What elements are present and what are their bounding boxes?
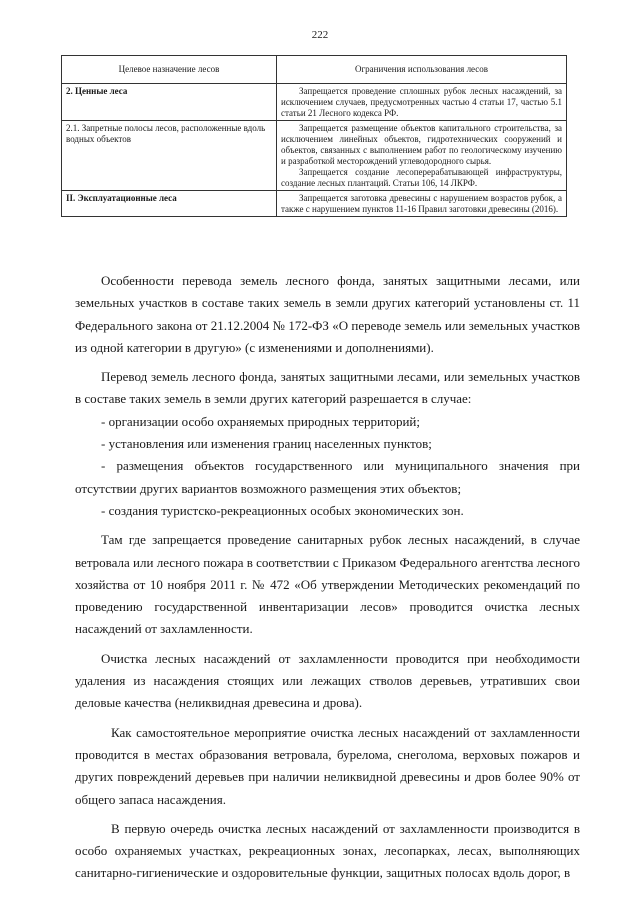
table-row <box>62 121 567 191</box>
paragraph: Очистка лесных насаждений от захламленности проводится при необходимости удаления из насаждения стоящих или лежащих стволов деревьев, утративших свои деловые качества (неликвидная древесина и дрова). <box>75 650 580 711</box>
column-header-restrictions: Ограничения использования лесов <box>277 56 567 84</box>
restriction-cell <box>277 121 567 191</box>
document-body <box>75 270 580 885</box>
table-row <box>62 84 567 121</box>
paragraph: Особенности перевода земель лесного фонда, занятых защитными лесами, или земельных участков в составе таких земель в земли других категорий установлены ст. 11 Федерального закона от 21.12.2004 № 172-ФЗ «О переводе земель или земельных участков из одной категории в другую» (с изменениями и дополнениями). <box>75 273 580 355</box>
column-header-purpose: Целевое назначение лесов <box>62 56 277 84</box>
list-item: - создания туристско-рекреационных особых экономических зон. <box>101 502 464 518</box>
paragraph: В первую очередь очистка лесных насаждений от захламленности производится в особо охраняемых участках, рекреационных зонах, лесопарках, лесах, выполняющих санитарно-гигиенические и оздоровительные функции, защитных полосах вдоль дорог, в <box>75 820 580 881</box>
restriction-text: Запрещается создание лесоперерабатывающей инфраструктуры, создание лесных плантаций. Статьи 106, 14 ЛКРФ. <box>281 167 562 188</box>
forest-purpose-cell: II. Эксплуатационные леса <box>62 191 277 217</box>
forest-purpose-cell: 2.1. Запретные полосы лесов, расположенные вдоль водных объектов <box>62 121 277 191</box>
restriction-text: Запрещается размещение объектов капитального строительства, за исключением линейных объектов, гидротехнических сооружений и объектов, связанных с выполнением работ по геологическому изучению и разработкой месторождений углеводородного сырья. <box>281 123 562 166</box>
forest-restrictions-table <box>61 55 567 217</box>
restriction-cell <box>277 84 567 121</box>
list-item: - размещения объектов государственного или муниципального значения при отсутствии других вариантов возможного размещения этих объектов; <box>75 458 580 496</box>
table-header-row <box>62 56 567 84</box>
restriction-text: Запрещается заготовка древесины с нарушением возрастов рубок, а также с нарушением пунктов 11-16 Правил заготовки древесины (2016). <box>281 193 562 214</box>
page-number: 222 <box>311 29 329 41</box>
restriction-cell <box>277 191 567 217</box>
paragraph: Как самостоятельное мероприятие очистка лесных насаждений от захламленности проводится в местах образования ветровала, бурелома, снеголома, верховых пожаров и других повреждений деревьев при наличии неликвидной древесины и дров более 90% от общего запаса насаждения. <box>75 724 580 807</box>
forest-purpose-cell: 2. Ценные леса <box>62 84 277 121</box>
list-item: - установления или изменения границ населенных пунктов; <box>101 436 432 452</box>
paragraph: Перевод земель лесного фонда, занятых защитными лесами, или земельных участков в составе таких земель в земли других категорий разрешается в случае: <box>75 369 580 407</box>
list-item: - организации особо охраняемых природных территорий; <box>101 413 420 429</box>
restriction-text: Запрещается проведение сплошных рубок лесных насаждений, за исключением случаев, предусмотренных частью 4 статьи 17, частью 5.1 статьи 21 Лесного кодекса РФ. <box>281 86 562 118</box>
paragraph: Там где запрещается проведение санитарных рубок лесных насаждений, в случае ветровала или лесного пожара в соответствии с Приказом Федерального агентства лесного хозяйства от 10 ноября 2011 г. № 472 «Об утверждении Методических рекомендаций по проведению государственной инвентаризации лесов» проводится очистка лесных насаждений от захламленности. <box>75 532 580 637</box>
table-row <box>62 191 567 217</box>
